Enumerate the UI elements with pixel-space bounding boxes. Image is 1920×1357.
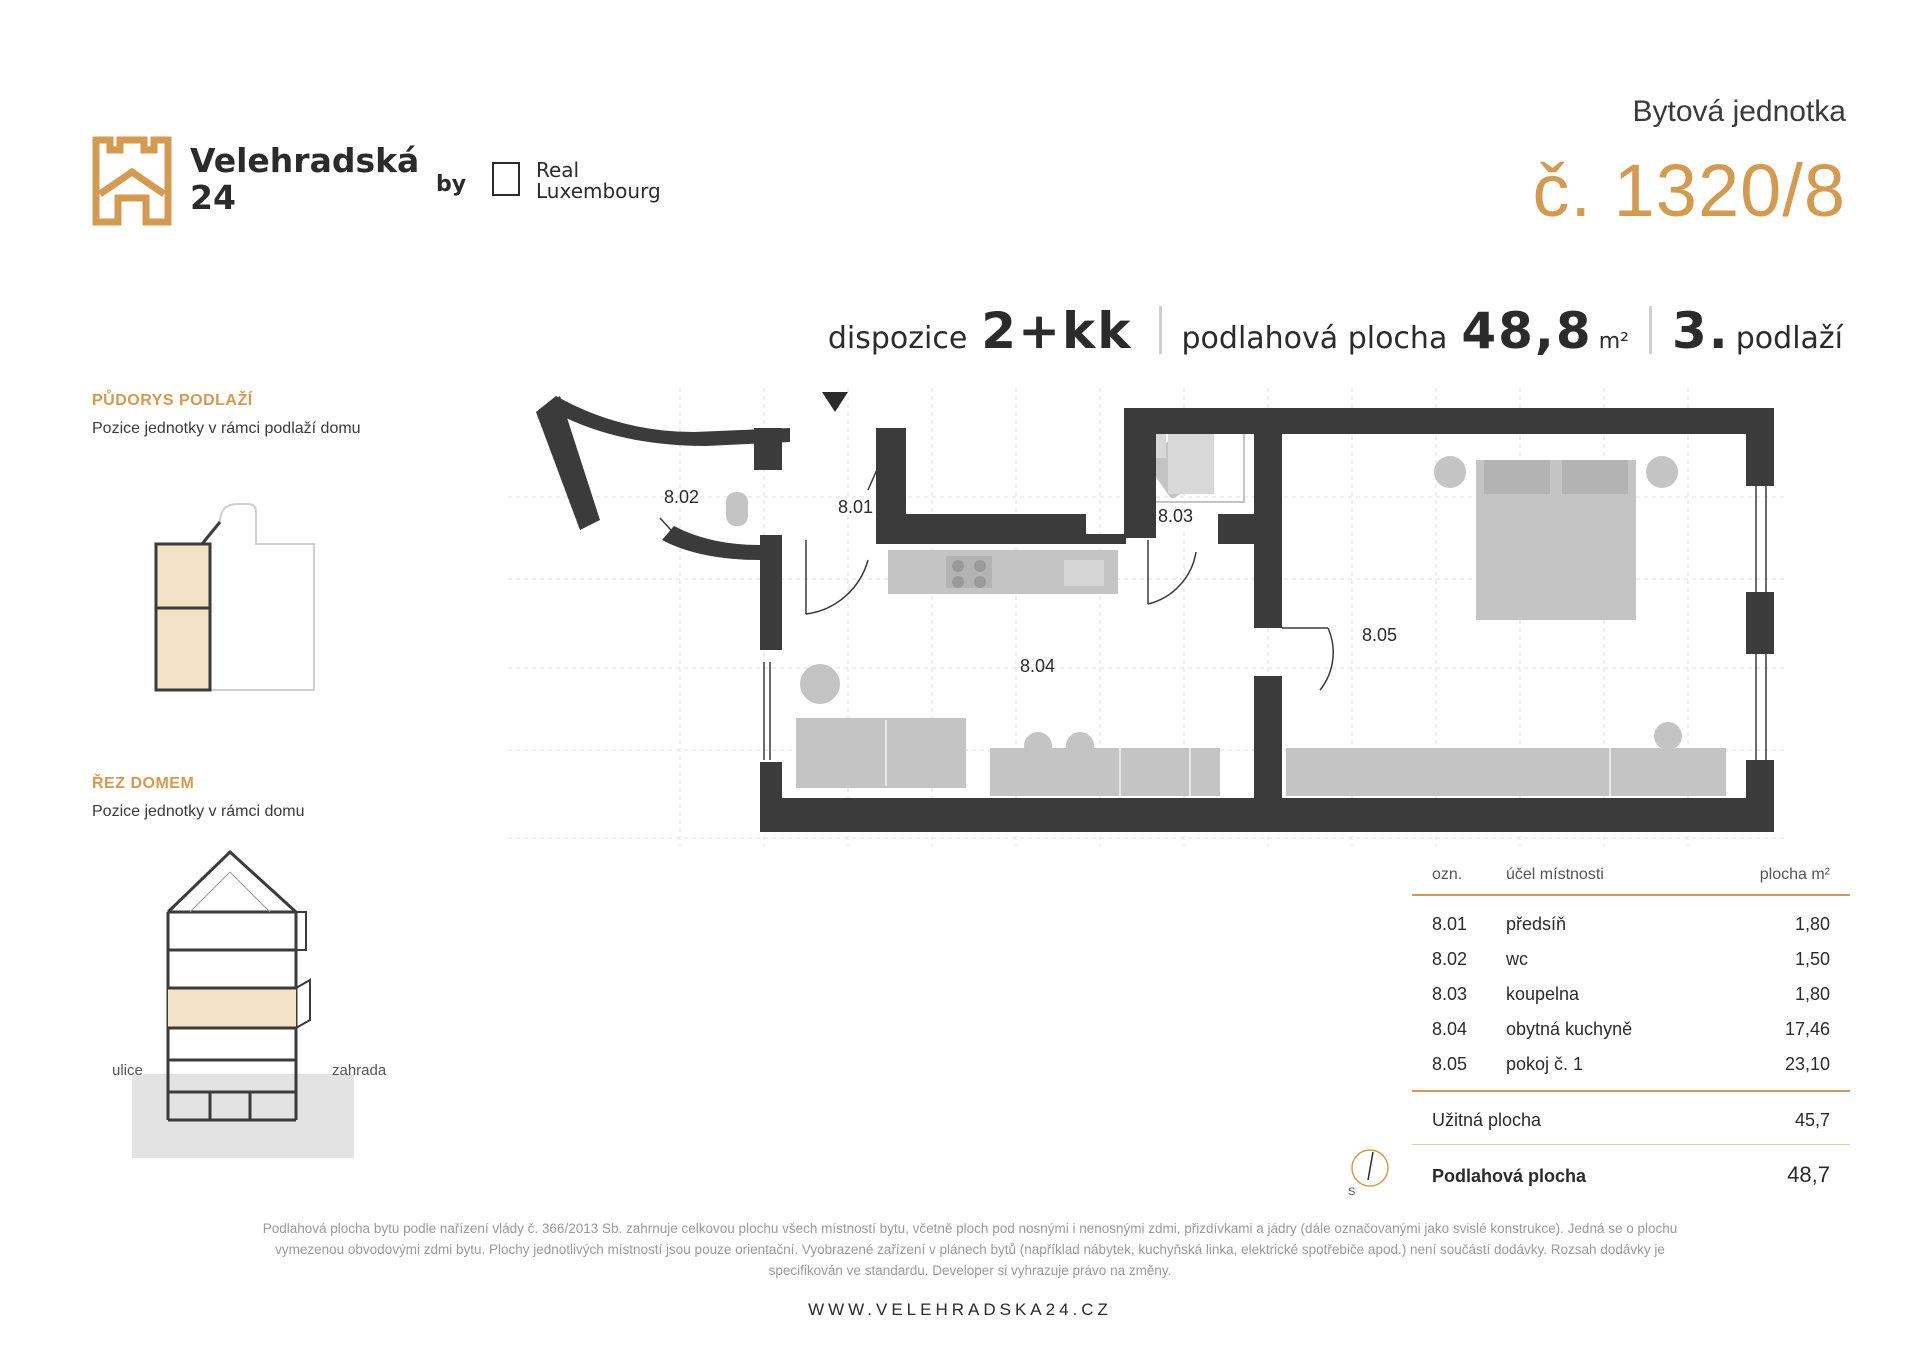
row-purpose: koupelna	[1506, 984, 1580, 1004]
garden-label: zahrada	[332, 1062, 387, 1079]
unit-floor-plan	[500, 380, 1800, 850]
disposition-value: 2+kk	[981, 302, 1133, 360]
row-purpose: pokoj č. 1	[1506, 1054, 1584, 1074]
footnote	[90, 1218, 1850, 1281]
floor-area-value: 48,7	[1787, 1162, 1830, 1187]
room-label: 8.02	[664, 487, 700, 507]
row-code: 8.02	[1432, 949, 1468, 969]
floor-plan-section-title: PŮDORYS PODLAŽÍ	[92, 392, 253, 409]
brand-name-line1: Velehradská	[190, 141, 420, 180]
building-section-diagram	[130, 850, 360, 1160]
partner-name-line2: Luxembourg	[536, 179, 661, 203]
disposition-label: dispozice	[827, 321, 968, 356]
usable-area-row	[1412, 1110, 1850, 1136]
usable-area-label: Užitná plocha	[1432, 1110, 1542, 1130]
row-code: 8.05	[1432, 1054, 1468, 1074]
header-area: plocha m²	[1759, 866, 1830, 883]
table-header	[1412, 866, 1850, 892]
row-purpose: předsíň	[1506, 914, 1567, 934]
velehradska-logo-icon	[92, 136, 172, 226]
room-label: 8.03	[1158, 506, 1194, 526]
floor-label: podlaží	[1735, 321, 1843, 356]
room-table	[1412, 858, 1850, 1198]
unit-number: č. 1320/8	[1532, 149, 1846, 232]
table-row	[1412, 914, 1850, 940]
website-link[interactable]: WWW.VELEHRADSKA24.CZ	[808, 1300, 1112, 1319]
row-area: 1,80	[1794, 914, 1830, 934]
row-purpose: wc	[1506, 949, 1528, 969]
area-label: podlahová plocha	[1181, 321, 1448, 356]
summary-divider	[1649, 306, 1652, 354]
table-divider	[1412, 894, 1850, 896]
footnote-line: Podlahová plocha bytu podle nařízení vlády č. 366/2013 Sb. zahrnuje celkovou plochu všech místností bytu, včetně ploch pod nosnými i nenosnými zdmi, přizdívkami a jádry (dále označovanými jako svislé konstrukce). Jedná se o plochu	[262, 1221, 1678, 1236]
floor-area-row	[1412, 1162, 1850, 1192]
row-purpose: obytná kuchyně	[1506, 1019, 1633, 1039]
footnote-line: vymezenou obvodovými zdmi bytu. Plochy jednotlivých místností jsou pouze orientační. Vyobrazené zařízení v plánech bytů (například nábytek, kuchyňská linka, elektrické spotřebiče apod.) není součástí dodávky. Rozsah dodávky je	[275, 1242, 1665, 1257]
unit-summary	[828, 300, 1843, 360]
row-code: 8.01	[1432, 914, 1468, 934]
floor-value: 3.	[1671, 302, 1730, 360]
row-area: 17,46	[1784, 1019, 1830, 1039]
footnote-line: specifikován ve standardu. Developer si vyhrazuje právo na změny.	[768, 1263, 1172, 1278]
street-label: ulice	[112, 1062, 143, 1079]
table-row	[1412, 949, 1850, 975]
row-code: 8.03	[1432, 984, 1468, 1004]
summary-divider	[1159, 306, 1162, 354]
floor-area-label: Podlahová plocha	[1432, 1166, 1587, 1186]
header-code: ozn.	[1432, 866, 1463, 883]
floor-plan-section-subtitle: Pozice jednotky v rámci podlaží domu	[92, 420, 361, 437]
table-divider	[1412, 1090, 1850, 1092]
usable-area-value: 45,7	[1794, 1110, 1830, 1130]
brand-name-line2: 24	[190, 178, 236, 217]
room-label: 8.05	[1362, 625, 1398, 645]
room-label: 8.04	[1020, 656, 1056, 676]
area-value: 48,8	[1461, 302, 1593, 360]
row-area: 1,80	[1794, 984, 1830, 1004]
table-row	[1412, 1019, 1850, 1045]
table-row	[1412, 1054, 1850, 1080]
section-view-subtitle: Pozice jednotky v rámci domu	[92, 803, 305, 820]
table-row	[1412, 984, 1850, 1010]
compass-label: S	[1348, 1186, 1356, 1198]
row-area: 23,10	[1784, 1054, 1830, 1074]
header-purpose: účel místnosti	[1506, 866, 1604, 883]
unit-label: Bytová jednotka	[1632, 95, 1846, 128]
area-unit: m²	[1598, 329, 1629, 354]
row-code: 8.04	[1432, 1019, 1468, 1039]
room-label: 8.01	[838, 497, 874, 517]
by-text: by	[436, 172, 467, 197]
partner-name-line1: Real	[536, 158, 580, 182]
table-divider	[1412, 1144, 1850, 1145]
section-view-title: ŘEZ DOMEM	[92, 775, 195, 792]
floor-position-diagram	[150, 498, 320, 698]
real-luxembourg-logo-icon	[492, 162, 520, 196]
row-area: 1,50	[1794, 949, 1830, 969]
entrance-arrow-icon	[822, 392, 848, 412]
